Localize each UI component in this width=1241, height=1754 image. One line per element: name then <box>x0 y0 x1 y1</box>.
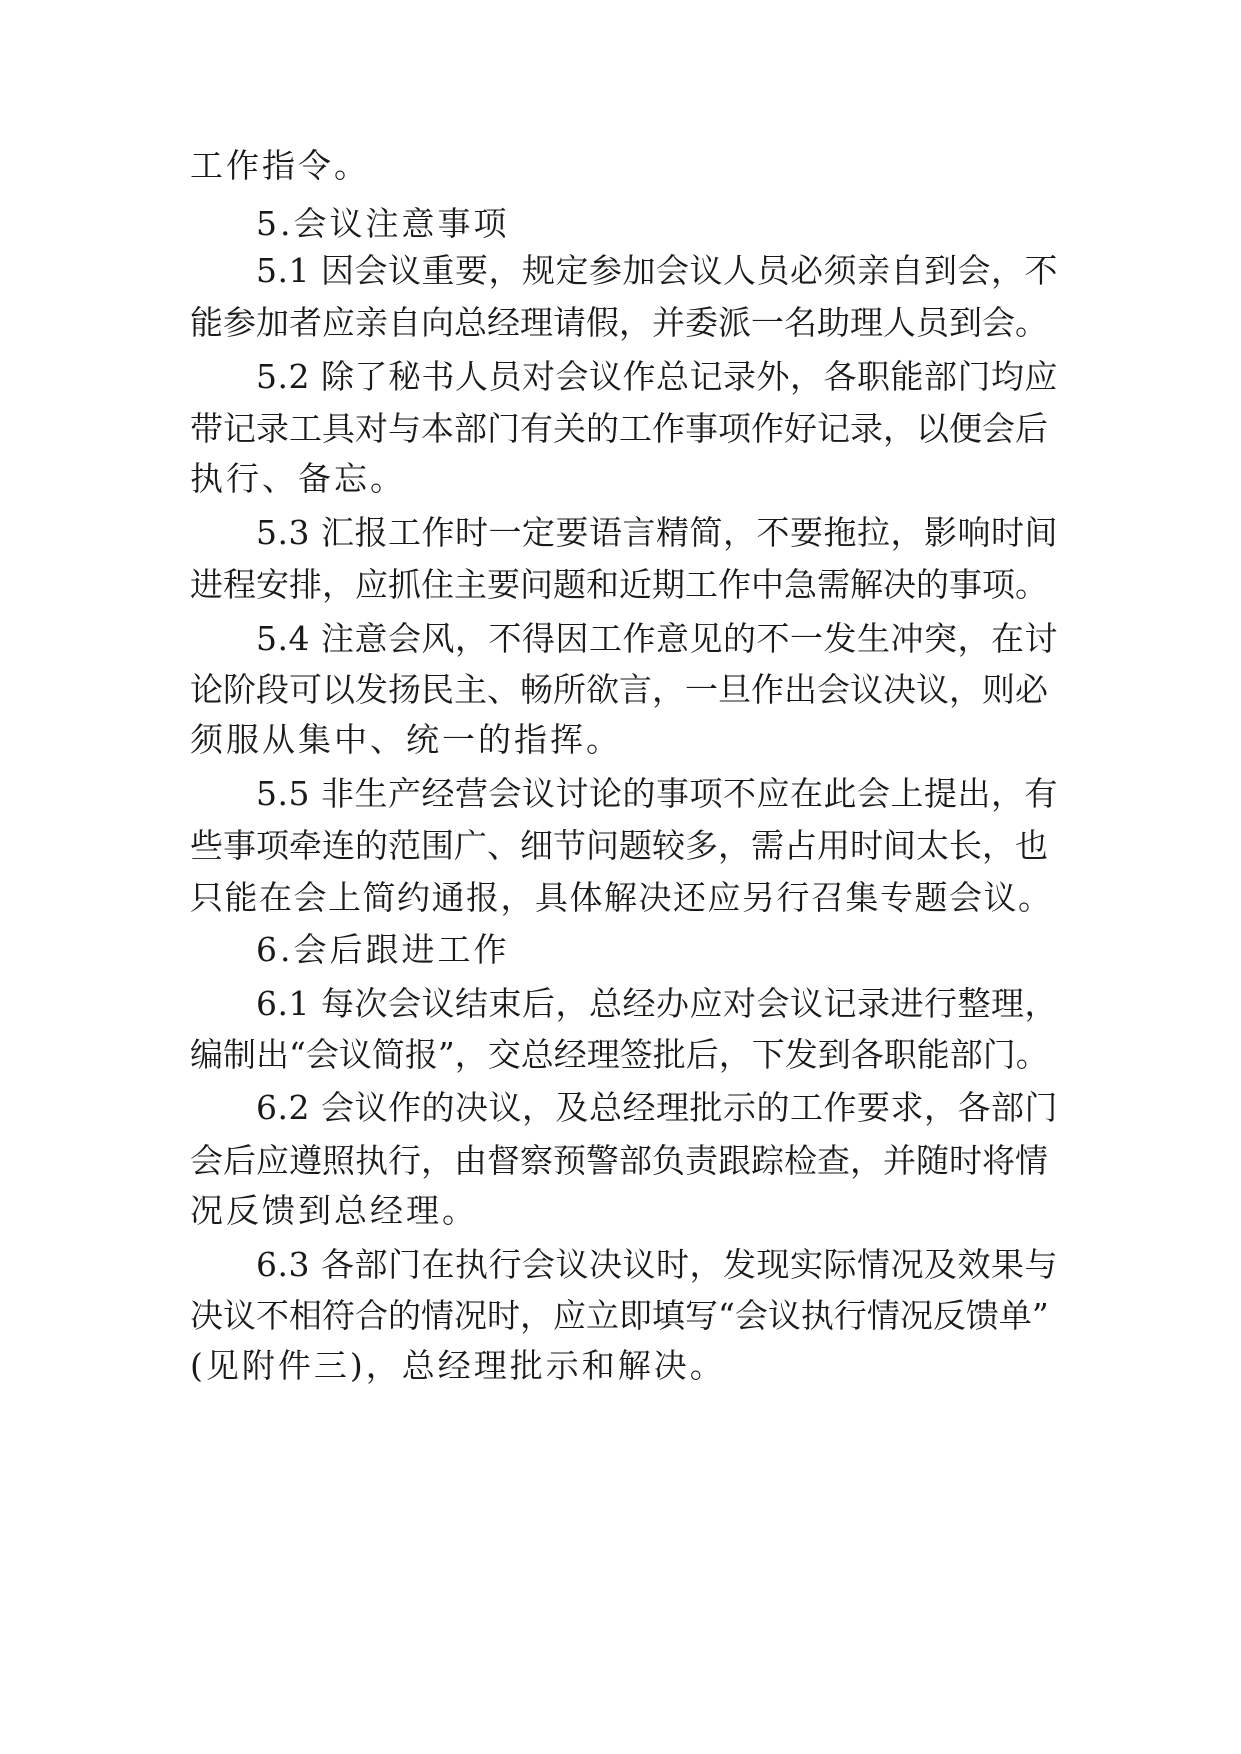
line-text: 况反馈到总经理。 <box>190 1191 478 1230</box>
line-text: 5.5 非生产经营会议讨论的事项不应在此会上提出，有 <box>256 774 1058 813</box>
line-text: 进程安排，应抓住主要问题和近期工作中急需解决的事项。 <box>190 565 1048 604</box>
line-text: 6.3 各部门在执行会议决议时，发现实际情况及效果与 <box>256 1245 1058 1284</box>
line-text: 5.会议注意事项 <box>256 204 510 243</box>
line-text: 5.4 注意会风，不得因工作意见的不一发生冲突，在讨 <box>256 619 1058 658</box>
line-text: 能参加者应亲自向总经理请假，并委派一名助理人员到会。 <box>190 303 1048 342</box>
line-text: 论阶段可以发扬民主、畅所欲言，一旦作出会议决议，则必 <box>190 670 1048 709</box>
line-text: 6.2 会议作的决议，及总经理批示的工作要求，各部门 <box>256 1088 1058 1127</box>
line-text: 须服从集中、统一的指挥。 <box>190 720 622 759</box>
text-line <box>0 873 1241 923</box>
text-line <box>0 404 1241 454</box>
line-text: 决议不相符合的情况时，应立即填写“会议执行情况反馈单” <box>190 1296 1049 1335</box>
line-text: 些事项牵连的范围广、细节问题较多，需占用时间太长，也 <box>190 826 1048 865</box>
text-line <box>0 1341 1241 1391</box>
line-text: 5.1 因会议重要，规定参加会议人员必须亲自到会，不 <box>256 251 1058 290</box>
text-line <box>0 298 1241 348</box>
line-text: 执行、备忘。 <box>190 459 406 498</box>
line-text: 会后应遵照执行，由督察预警部负责跟踪检查，并随时将情 <box>190 1141 1048 1180</box>
text-line <box>0 454 1241 504</box>
section-heading <box>0 199 1241 249</box>
text-line <box>0 246 1241 296</box>
line-text: 6.会后跟进工作 <box>256 930 510 969</box>
line-text: 带记录工具对与本部门有关的工作事项作好记录，以便会后 <box>190 409 1048 448</box>
text-line <box>0 1240 1241 1290</box>
text-line <box>0 715 1241 765</box>
text-line <box>0 1186 1241 1236</box>
text-line <box>0 665 1241 715</box>
line-text: 只能在会上简约通报，具体解决还应另行召集专题会议。 <box>190 878 1053 917</box>
text-line <box>0 560 1241 610</box>
text-line <box>0 979 1241 1029</box>
text-line <box>0 508 1241 558</box>
line-text: (见附件三)，总经理批示和解决。 <box>190 1346 726 1385</box>
line-text: 6.1 每次会议结束后，总经办应对会议记录进行整理， <box>256 984 1058 1023</box>
line-text: 5.2 除了秘书人员对会议作总记录外，各职能部门均应 <box>256 357 1058 396</box>
text-line <box>0 614 1241 664</box>
text-line <box>0 821 1241 871</box>
text-line <box>0 1083 1241 1133</box>
text-line <box>0 769 1241 819</box>
section-heading <box>0 925 1241 975</box>
text-line <box>0 141 1241 191</box>
text-line <box>0 1136 1241 1186</box>
text-line <box>0 1030 1241 1080</box>
line-text: 工作指令。 <box>190 146 370 185</box>
text-line <box>0 1291 1241 1341</box>
line-text: 编制出“会议简报”，交总经理签批后，下发到各职能部门。 <box>190 1035 1049 1074</box>
text-line <box>0 352 1241 402</box>
line-text: 5.3 汇报工作时一定要语言精简，不要拖拉，影响时间 <box>256 513 1058 552</box>
